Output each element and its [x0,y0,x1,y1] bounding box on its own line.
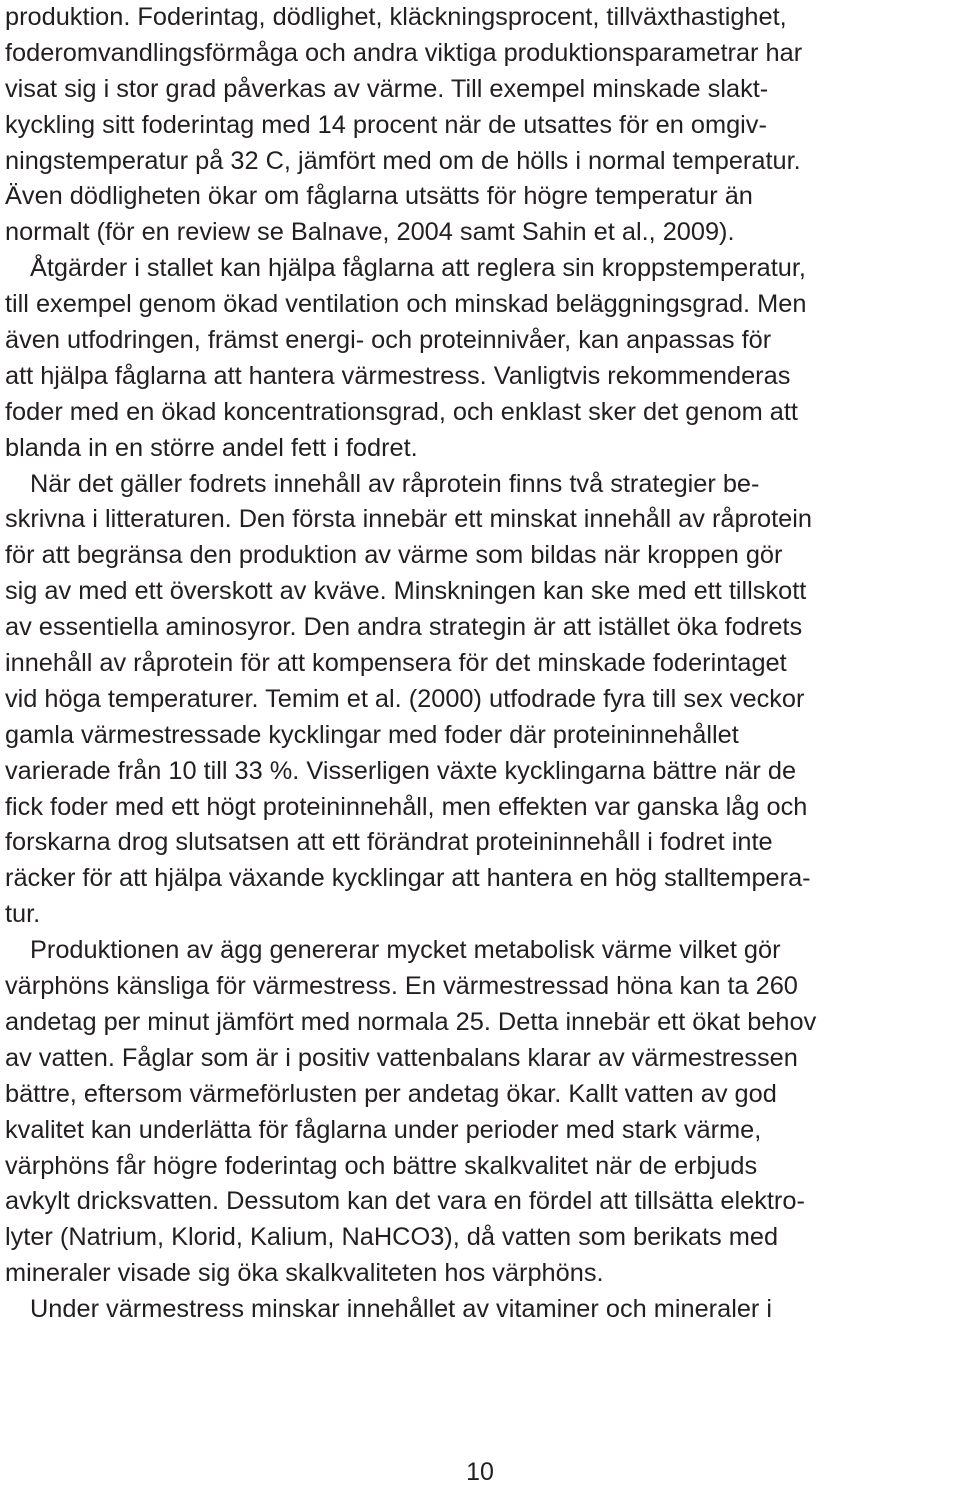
paragraph-start-line: Under värmestress minskar innehållet av vitaminer och mineraler i [30,1295,773,1324]
text-line: av vatten. Fåglar som är i positiv vattenbalans klarar av värmestressen [5,1043,798,1072]
text-line: att hjälpa fåglarna att hantera värmestress. Vanligtvis rekommenderas [5,361,791,390]
text-line: mineraler visade sig öka skalkvaliteten hos värphöns. [5,1259,604,1288]
text-line: för att begränsa den produktion av värme som bildas när kroppen gör [5,541,783,570]
text-line: andetag per minut jämfört med normala 25. Detta innebär ett ökat behov [5,1007,817,1036]
body-text [5,0,957,1328]
text-line: tur. [5,900,41,929]
text-line: foder med en ökad koncentrationsgrad, och enklast sker det genom att [5,397,798,426]
text-line: forskarna drog slutsatsen att ett förändrat proteininnehåll i fodret inte [5,828,773,857]
paragraph-start-line: När det gäller fodrets innehåll av råprotein finns två strategier be- [30,469,760,498]
text-line: även utfodringen, främst energi- och proteinnivåer, kan anpassas för [5,326,772,355]
text-line: kvalitet kan underlätta för fåglarna under perioder med stark värme, [5,1115,762,1144]
text-line: foderomvandlingsförmåga och andra viktiga produktionsparametrar har [5,38,803,67]
text-line: ningstemperatur på 32 C, jämfört med om de hölls i normal temperatur. [5,146,801,175]
text-line: produktion. Foderintag, dödlighet, kläckningsprocent, tillväxthastighet, [5,3,787,31]
text-line: värphöns får högre foderintag och bättre skalkvalitet när de erbjuds [5,1151,758,1180]
text-line: gamla värmestressade kycklingar med foder där proteininnehållet [5,720,739,749]
text-line: värphöns känsliga för värmestress. En värmestressad höna kan ta 260 [5,972,798,1001]
text-line: sig av med ett överskott av kväve. Minskningen kan ske med ett tillskott [5,577,807,606]
text-line: avkylt dricksvatten. Dessutom kan det vara en fördel att tillsätta elektro- [5,1187,805,1216]
text-line: blanda in en större andel fett i fodret. [5,433,418,462]
text-line: fick foder med ett högt proteininnehåll, men effekten var ganska låg och [5,792,808,821]
text-line: innehåll av råprotein för att kompensera för det minskade foderintaget [5,649,787,678]
page-number: 10 [466,1458,494,1486]
text-line: normalt (för en review se Balnave, 2004 samt Sahin et al., 2009). [5,218,735,247]
text-line: bättre, eftersom värmeförlusten per andetag ökar. Kallt vatten av god [5,1079,777,1108]
text-line: varierade från 10 till 33 %. Visserligen växte kycklingarna bättre när de [5,756,797,785]
paragraph-start-line: Produktionen av ägg genererar mycket metabolisk värme vilket gör [30,936,781,965]
text-line: lyter (Natrium, Klorid, Kalium, NaHCO3), då vatten som berikats med [5,1223,779,1252]
text-line: visat sig i stor grad påverkas av värme. Till exempel minskade slakt- [5,74,769,103]
text-line: vid höga temperaturer. Temim et al. (2000) utfodrade fyra till sex veckor [5,684,805,713]
text-line: av essentiella aminosyror. Den andra strategin är att istället öka fodrets [5,613,803,642]
text-line: skrivna i litteraturen. Den första innebär ett minskat innehåll av råprotein [5,505,812,534]
text-line: räcker för att hjälpa växande kycklingar att hantera en hög stalltempera- [5,864,811,893]
paragraph-start-line: Åtgärder i stallet kan hjälpa fåglarna att reglera sin kroppstemperatur, [30,254,806,283]
text-line: kyckling sitt foderintag med 14 procent när de utsattes för en omgiv- [5,110,767,139]
text-line: till exempel genom ökad ventilation och minskad beläggningsgrad. Men [5,290,807,319]
text-line: Även dödligheten ökar om fåglarna utsätts för högre temperatur än [5,182,753,211]
